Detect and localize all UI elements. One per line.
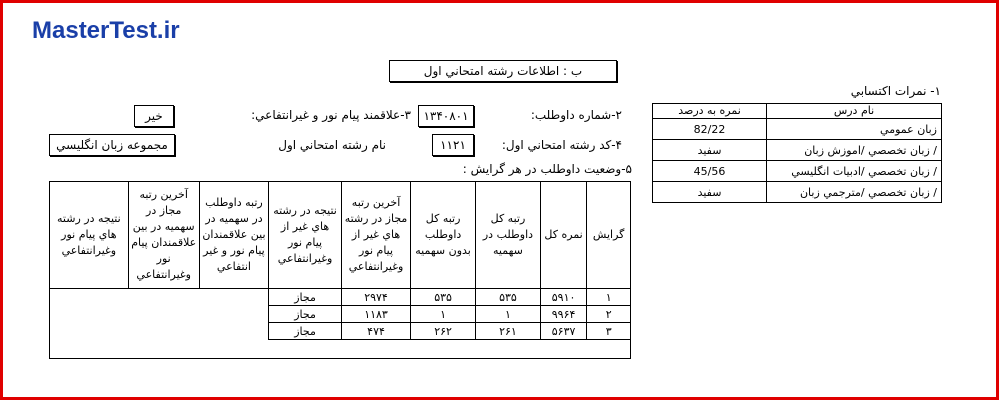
field-code-label: ۴-کد رشته امتحاني اول:	[501, 138, 622, 152]
cell-last-rank: ۴۷۴	[341, 323, 410, 340]
cell-total-score: ۵۶۳۷	[540, 323, 586, 340]
cell-result: مجاز	[269, 306, 342, 323]
section-title: ب : اطلاعات رشته امتحاني اول	[389, 60, 617, 82]
col-header-track: گرايش	[587, 182, 631, 289]
cell-track: ۳	[587, 323, 631, 340]
course-percent: سفيد	[653, 182, 767, 203]
course-name-header: نام درس	[767, 104, 942, 119]
blank-cell	[50, 289, 269, 340]
cell-rank-quota: ۵۳۵	[476, 289, 541, 306]
applicant-no-label: ۲-شماره داوطلب:	[530, 108, 622, 122]
payam-interest-label: ۳-علاقمند پيام نور و غيرانتفاعي:	[251, 108, 411, 122]
cell-total-score: ۵۹۱۰	[540, 289, 586, 306]
cell-rank-quota: ۲۶۱	[476, 323, 541, 340]
col-header-payam-last-rank: آخرين رتبه مجاز در سهميه در بين علاقمندان پيام نور وغيرانتفاعي	[128, 182, 199, 289]
cell-track: ۱	[587, 289, 631, 306]
percent-header: نمره به درصد	[653, 104, 767, 119]
grades-row	[653, 140, 942, 161]
course-name: زبان عمومي	[767, 119, 942, 140]
course-name: / زبان تخصصي /ادبيات انگليسي	[767, 161, 942, 182]
field-code-value: ۱۱۲۱	[432, 134, 474, 156]
applicant-no-value: ۱۳۴۰۸۰۱	[418, 105, 474, 127]
cell-total-score: ۹۹۶۴	[540, 306, 586, 323]
cell-last-rank: ۱۱۸۳	[341, 306, 410, 323]
grades-row	[653, 161, 942, 182]
course-percent: 82/22	[653, 119, 767, 140]
cell-rank-quota: ۱	[476, 306, 541, 323]
course-name: / زبان تخصصي /مترجمي زبان	[767, 182, 942, 203]
cell-rank-no-quota: ۵۳۵	[411, 289, 476, 306]
cell-rank-no-quota: ۲۶۲	[411, 323, 476, 340]
table-filler-row	[50, 340, 631, 359]
status-row	[50, 289, 631, 306]
status-header-row	[50, 182, 631, 289]
grades-table	[652, 103, 942, 203]
col-header-rank-quota: رتبه کل داوطلب در سهميه	[476, 182, 541, 289]
grades-row	[653, 119, 942, 140]
course-percent: سفيد	[653, 140, 767, 161]
grades-title: ۱- نمرات اكتسابي	[850, 84, 941, 98]
cell-result: مجاز	[269, 289, 342, 306]
col-header-payam-rank: رتبه داوطلب در سهميه در بين علاقمندان پيام نور و غير انتفاعي	[199, 182, 269, 289]
col-header-result: نتيجه در رشته هاي غير از پيام نور وغيرانتفاعي	[269, 182, 342, 289]
payam-interest-value: خير	[134, 105, 174, 127]
site-logo: MasterTest.ir	[32, 17, 180, 44]
col-header-payam-result: نتيجه در رشته هاي پيام نور وغيرانتفاعي	[50, 182, 129, 289]
filler-cell	[50, 340, 631, 359]
grades-row	[653, 182, 942, 203]
col-header-rank-no-quota: رتبه کل داوطلب بدون سهميه	[411, 182, 476, 289]
field-name-label: نام رشته امتحاني اول	[278, 138, 386, 152]
col-header-last-rank: آخرين رتبه مجاز در رشته هاي غير از پيام نور وغيرانتفاعي	[341, 182, 410, 289]
cell-last-rank: ۲۹۷۴	[341, 289, 410, 306]
cell-rank-no-quota: ۱	[411, 306, 476, 323]
grades-header-row	[653, 104, 942, 119]
col-header-total-score: نمره کل	[540, 182, 586, 289]
field-name-value: مجموعه زبان انگليسي	[49, 134, 175, 156]
status-table	[49, 181, 631, 359]
status-title: ۵-وضعيت داوطلب در هر گرايش :	[462, 162, 632, 176]
course-name: / زبان تخصصي /اموزش زبان	[767, 140, 942, 161]
cell-track: ۲	[587, 306, 631, 323]
cell-result: مجاز	[269, 323, 342, 340]
course-percent: 45/56	[653, 161, 767, 182]
